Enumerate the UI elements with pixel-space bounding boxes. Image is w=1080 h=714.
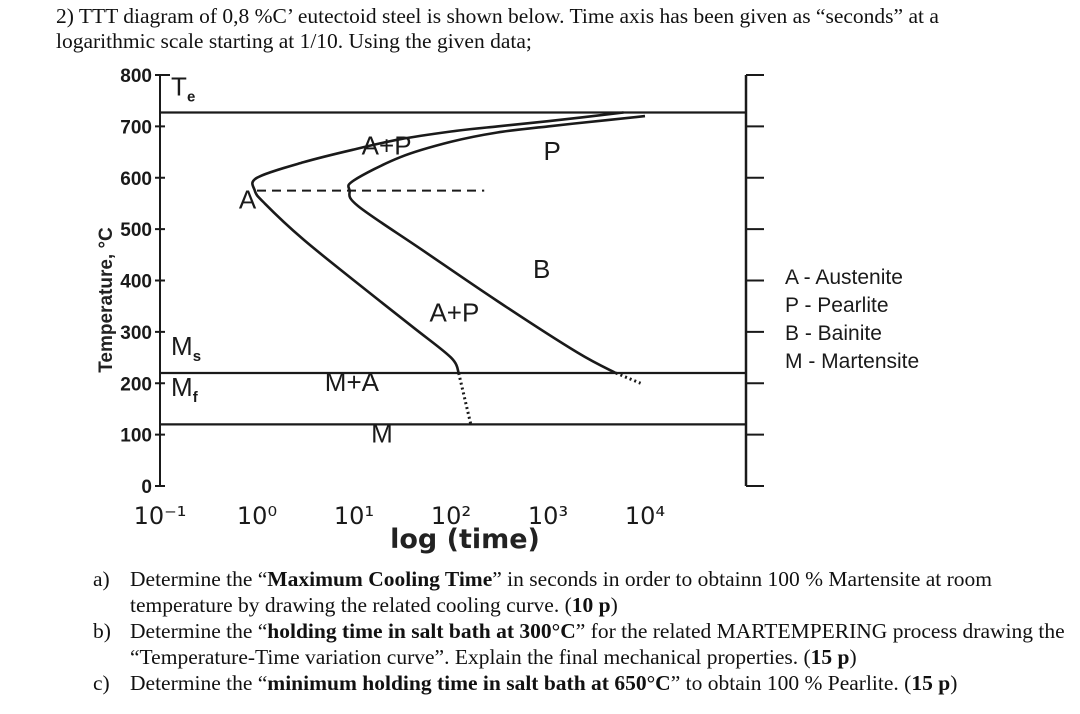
text-segment: ” in seconds in order to obtainn 100 % Martensite at room temperature by drawing the related cooling curve. ( bbox=[130, 567, 993, 617]
x-tick-label: 10¹ bbox=[333, 502, 375, 530]
x-tick-label: 10⁰ bbox=[236, 502, 278, 530]
region-label bbox=[429, 298, 479, 328]
region-label-text: A+P bbox=[361, 130, 412, 161]
y-axis-label: Temperature, °C bbox=[96, 227, 117, 373]
region-label-sub: s bbox=[192, 347, 202, 365]
part-label: b) bbox=[93, 619, 111, 643]
question-part bbox=[93, 566, 1078, 618]
bold-text: 15 p bbox=[911, 671, 951, 695]
text-segment: Determine the “ bbox=[130, 567, 268, 591]
bold-text: 10 p bbox=[571, 593, 611, 617]
x-tick-label: 10⁴ bbox=[624, 502, 666, 530]
region-label-text: A+P bbox=[429, 297, 480, 328]
region-labels bbox=[171, 72, 561, 449]
y-tick-label: 300 bbox=[120, 322, 152, 344]
region-label-text: M bbox=[371, 418, 393, 449]
text-segment: Determine the “ bbox=[130, 619, 268, 643]
bold-text: Maximum Cooling Time bbox=[267, 567, 493, 591]
curve-start bbox=[252, 113, 623, 374]
region-label-text: B bbox=[532, 253, 551, 284]
bold-text: minimum holding time in salt bath at 650°C bbox=[267, 671, 671, 695]
question-parts bbox=[93, 566, 1078, 696]
region-label bbox=[239, 185, 257, 215]
y-tick-label: 200 bbox=[120, 374, 152, 396]
y-tick-label: 0 bbox=[141, 477, 152, 498]
legend bbox=[785, 266, 919, 373]
x-axis-label: log (time) bbox=[390, 524, 540, 555]
text-segment: ) bbox=[849, 645, 857, 669]
x-tick-label: 10³ bbox=[527, 502, 569, 530]
text-segment: ” for the related MARTEMPERING process drawing the “Temperature-Time variation curve”. Explain the final mechanical properties. ( bbox=[130, 619, 1065, 669]
region-label-sub: f bbox=[192, 389, 198, 407]
region-label-text: A bbox=[238, 184, 257, 215]
y-tick-label: 500 bbox=[120, 220, 152, 242]
bold-text: 15 p bbox=[810, 645, 850, 669]
text-segment: ) bbox=[950, 671, 958, 695]
region-label-text: P bbox=[543, 135, 561, 166]
region-label-text: T bbox=[171, 71, 187, 102]
region-label bbox=[362, 131, 412, 161]
question-part bbox=[93, 670, 1078, 696]
dashed-segment bbox=[459, 373, 471, 424]
region-label-text: M+A bbox=[324, 366, 379, 397]
text-segment: ) bbox=[610, 593, 618, 617]
region-label-text: M bbox=[171, 372, 193, 403]
question-line-1: 2) TTT diagram of 0,8 %C’ eutectoid steel is shown below. Time axis has been given as “seconds” at a bbox=[56, 4, 939, 28]
region-label bbox=[533, 254, 550, 284]
y-tick-label: 100 bbox=[120, 425, 152, 447]
y-tick-label: 700 bbox=[120, 117, 152, 139]
region-label-text: M bbox=[171, 330, 193, 361]
text-segment: ” to obtain 100 % Pearlite. ( bbox=[670, 671, 912, 695]
region-label bbox=[171, 372, 199, 406]
legend-item: B - Bainite bbox=[785, 322, 882, 345]
region-label bbox=[371, 418, 393, 448]
transformation-curves bbox=[252, 113, 645, 374]
text-segment: Determine the “ bbox=[130, 671, 268, 695]
part-label: c) bbox=[93, 671, 110, 695]
region-label-sub: e bbox=[186, 88, 196, 106]
x-tick-label: 10⁻¹ bbox=[133, 502, 187, 530]
region-label bbox=[325, 367, 380, 397]
x-tick-label: 10² bbox=[430, 502, 472, 530]
legend-item: A - Austenite bbox=[785, 266, 903, 289]
question-part bbox=[93, 618, 1078, 670]
legend-item: P - Pearlite bbox=[785, 294, 889, 317]
horizontal-lines bbox=[160, 113, 746, 425]
legend-item: M - Martensite bbox=[785, 350, 920, 373]
y-tick-label: 400 bbox=[120, 271, 152, 293]
region-label bbox=[544, 136, 561, 166]
region-label bbox=[171, 72, 195, 106]
dashed-segment bbox=[616, 373, 641, 383]
y-tick-label: 800 bbox=[120, 66, 152, 87]
y-tick-label: 600 bbox=[120, 168, 152, 190]
bold-text: holding time in salt bath at 300°C bbox=[267, 619, 576, 643]
question-line-2: logarithmic scale starting at 1/10. Using the given data; bbox=[56, 29, 532, 53]
part-label: a) bbox=[93, 567, 110, 591]
region-label bbox=[171, 331, 201, 365]
